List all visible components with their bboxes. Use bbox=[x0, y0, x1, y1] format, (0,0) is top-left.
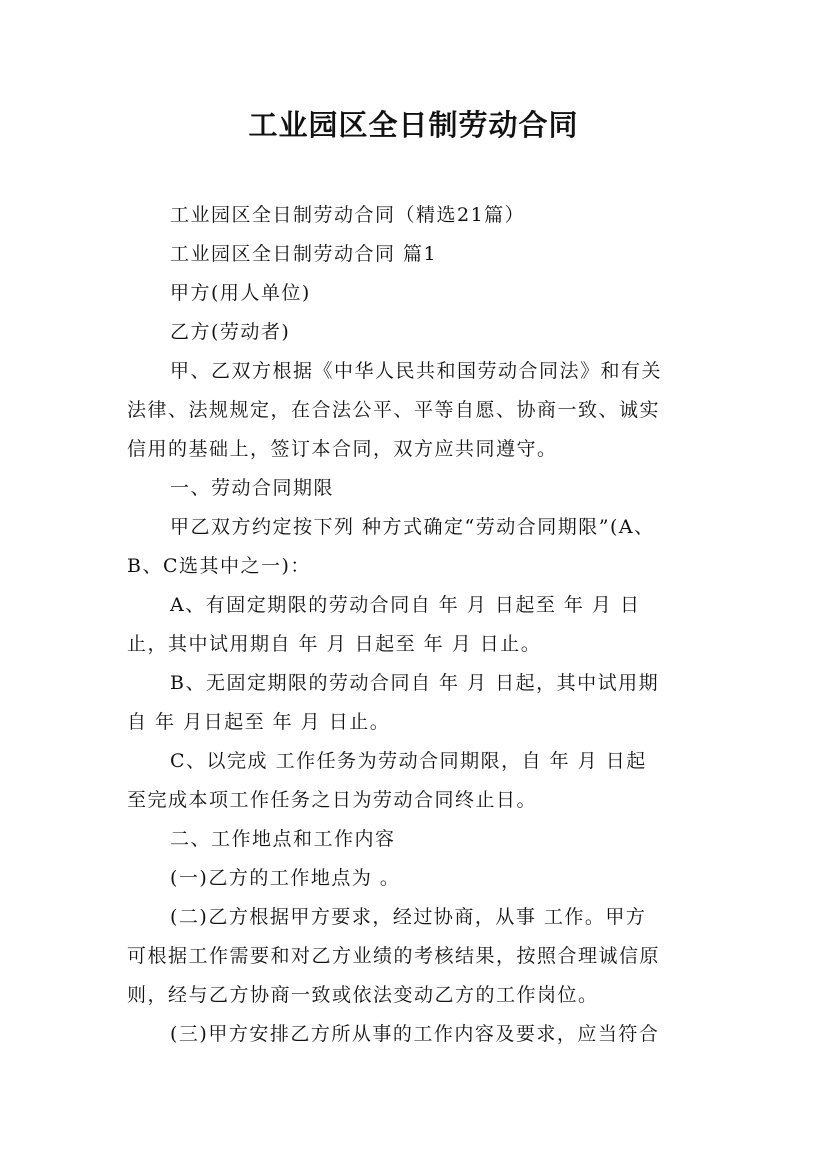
clause-heading-line: 一、劳动合同期限 bbox=[170, 477, 335, 499]
paragraph-line: 则，经与乙方协商一致或依法变动乙方的工作岗位。 bbox=[127, 984, 599, 1006]
paragraph-line: (三)甲方安排乙方所从事的工作内容及要求，应当符合 bbox=[170, 1023, 660, 1045]
party-b-line: 乙方(劳动者) bbox=[170, 321, 291, 343]
subtitle-line: 工业园区全日制劳动合同（精选21篇） bbox=[170, 204, 526, 226]
paragraph-line: 可根据工作需要和对乙方业绩的考核结果，按照合理诚信原 bbox=[127, 945, 661, 967]
paragraph-line: (一)乙方的工作地点为 。 bbox=[170, 867, 401, 889]
paragraph-line: A、有固定期限的劳动合同自 年 月 日起至 年 月 日 bbox=[170, 594, 641, 616]
paragraph-line: C、以完成 工作任务为劳动合同期限，自 年 月 日起 bbox=[170, 750, 647, 772]
paragraph-line: 至完成本项工作任务之日为劳动合同终止日。 bbox=[127, 789, 538, 811]
paragraph-line: 止，其中试用期自 年 月 日起至 年 月 日止。 bbox=[127, 633, 542, 655]
party-a-line: 甲方(用人单位) bbox=[170, 282, 311, 304]
paragraph-line: 甲、乙双方根据《中华人民共和国劳动合同法》和有关 bbox=[170, 360, 663, 382]
section-heading-line: 工业园区全日制劳动合同 篇1 bbox=[170, 243, 438, 265]
paragraph-line: 自 年 月日起至 年 月 日止。 bbox=[127, 711, 391, 733]
paragraph-line: (二)乙方根据甲方要求，经过协商，从事 工作。甲方 bbox=[170, 906, 647, 928]
paragraph-line: B、无固定期限的劳动合同自 年 月 日起，其中试用期 bbox=[170, 672, 660, 694]
paragraph-line: 甲乙双方约定按下列 种方式确定“劳动合同期限”(A、 bbox=[170, 516, 655, 538]
paragraph-line: B、C选其中之一)： bbox=[127, 555, 311, 577]
paragraph-line: 信用的基础上，签订本合同，双方应共同遵守。 bbox=[127, 438, 558, 460]
paragraph-line: 法律、法规规定，在合法公平、平等自愿、协商一致、诚实 bbox=[127, 399, 661, 421]
clause-heading-line: 二、工作地点和工作内容 bbox=[170, 828, 396, 850]
document-title: 工业园区全日制劳动合同 bbox=[248, 108, 579, 142]
